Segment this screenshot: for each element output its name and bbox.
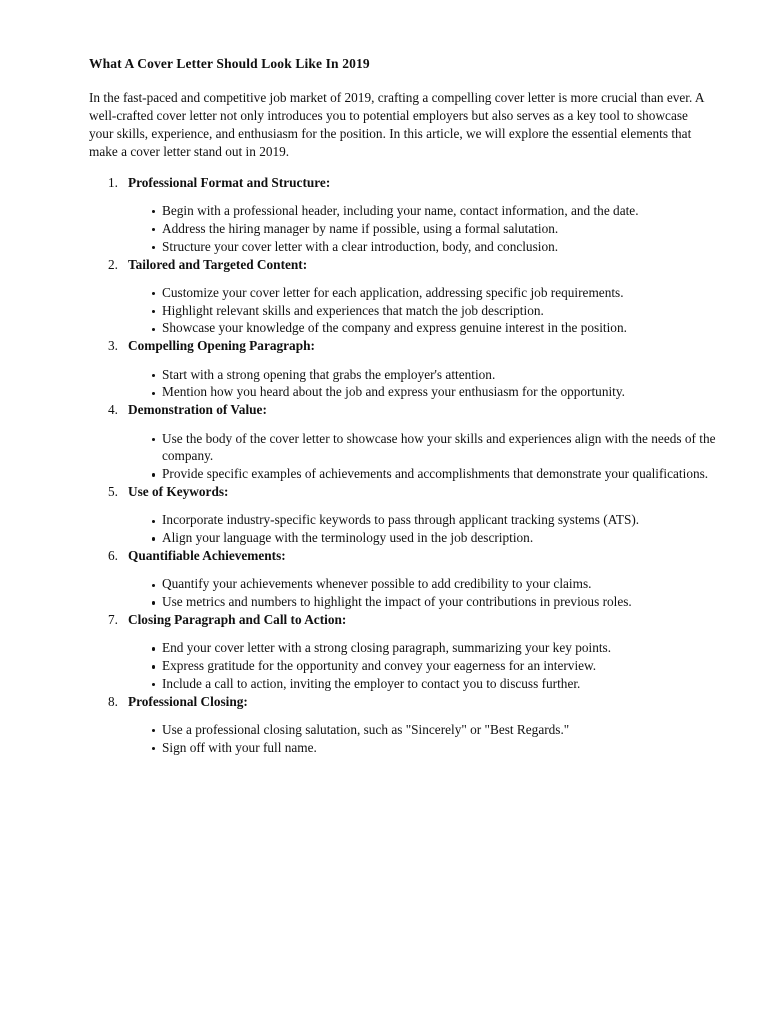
bullet-dot-icon — [152, 210, 155, 213]
bullet-text: Express gratitude for the opportunity and convey your eagerness for an interview. — [162, 658, 597, 674]
bullet-text: End your cover letter with a strong closing paragraph, summarizing your key points. — [162, 640, 612, 656]
bullet-dot-icon — [152, 228, 155, 231]
bullet-text: Incorporate industry-specific keywords to pass through applicant tracking systems (ATS). — [162, 512, 640, 528]
bullet-text: Include a call to action, inviting the employer to contact you to discuss further. — [162, 675, 581, 691]
bullet-dot-icon — [152, 747, 155, 750]
bullet-item — [128, 721, 747, 739]
section-item — [89, 256, 712, 338]
section-item — [89, 174, 712, 256]
bullet-dot-icon — [152, 520, 155, 523]
bullet-item — [128, 430, 747, 466]
bullet-text: Start with a strong opening that grabs the employer's attention. — [162, 366, 496, 382]
bullet-dot-icon — [152, 374, 155, 377]
bullet-list — [128, 501, 712, 547]
bullet-list — [128, 356, 712, 402]
bullet-text: Highlight relevant skills and experiences that match the job description. — [162, 302, 544, 318]
bullet-item — [128, 675, 747, 693]
section-item — [89, 547, 712, 611]
bullet-dot-icon — [152, 438, 155, 441]
page-title: What A Cover Letter Should Look Like In 2019 — [89, 56, 370, 71]
section-heading: Professional Closing: — [128, 693, 248, 709]
bullet-dot-icon — [152, 584, 155, 587]
bullet-dot-icon — [152, 328, 155, 331]
numbered-section-list — [89, 174, 716, 757]
bullet-dot-icon — [152, 537, 155, 540]
bullet-item — [128, 238, 747, 256]
bullet-dot-icon — [152, 601, 155, 604]
section-heading: Tailored and Targeted Content: — [128, 256, 308, 272]
bullet-dot-icon — [152, 392, 155, 395]
bullet-dot-icon — [152, 292, 155, 295]
bullet-text: Quantify your achievements whenever possible to add credibility to your claims. — [162, 576, 592, 592]
bullet-item — [128, 284, 747, 302]
bullet-text: Mention how you heard about the job and express your enthusiasm for the opportunity. — [162, 384, 625, 400]
bullet-text: Customize your cover letter for each application, addressing specific job requirements. — [162, 284, 624, 300]
intro-paragraph: In the fast-paced and competitive job market of 2019, crafting a compelling cover letter is more crucial than ever. A well-crafted cover letter not only introduces you to potential employers but also serves as a key tool to showcase your skills, experience, and enthusiasm for the position. In this article, we will explore the essential elements that make a cover letter stand out in 2019. — [89, 89, 704, 160]
bullet-item — [128, 202, 747, 220]
bullet-text: Address the hiring manager by name if possible, using a formal salutation. — [162, 220, 559, 236]
section-heading: Professional Format and Structure: — [128, 174, 331, 190]
bullet-text: Provide specific examples of achievements and accomplishments that demonstrate your qualifications. — [162, 466, 709, 482]
section-heading: Closing Paragraph and Call to Action: — [128, 612, 347, 628]
bullet-list — [128, 629, 712, 693]
bullet-item — [128, 319, 747, 337]
bullet-text: Showcase your knowledge of the company and express genuine interest in the position. — [162, 320, 627, 336]
bullet-dot-icon — [152, 647, 155, 650]
bullet-list — [128, 274, 712, 338]
bullet-item — [128, 383, 747, 401]
section-heading: Compelling Opening Paragraph: — [128, 338, 315, 354]
bullet-dot-icon — [152, 665, 155, 668]
bullet-dot-icon — [152, 683, 155, 686]
section-item — [89, 337, 712, 401]
bullet-text: Sign off with your full name. — [162, 739, 317, 755]
section-heading: Quantifiable Achievements: — [128, 548, 286, 564]
bullet-dot-icon — [152, 246, 155, 249]
section-item — [89, 611, 712, 693]
bullet-text: Use metrics and numbers to highlight the impact of your contributions in previous roles. — [162, 594, 632, 610]
bullet-item — [128, 593, 747, 611]
bullet-item — [128, 511, 747, 529]
bullet-dot-icon — [152, 310, 155, 313]
bullet-item — [128, 529, 747, 547]
bullet-text: Use a professional closing salutation, such as "Sincerely" or "Best Regards." — [162, 722, 570, 738]
section-heading: Demonstration of Value: — [128, 402, 267, 418]
bullet-dot-icon — [152, 473, 155, 476]
bullet-list — [128, 565, 712, 611]
bullet-item — [128, 575, 747, 593]
bullet-item — [128, 639, 747, 657]
bullet-text: Use the body of the cover letter to showcase how your skills and experiences align with the needs of the company. — [162, 430, 716, 464]
section-item — [89, 401, 716, 483]
bullet-text: Align your language with the terminology used in the job description. — [162, 530, 534, 546]
bullet-dot-icon — [152, 729, 155, 732]
bullet-text: Begin with a professional header, including your name, contact information, and the date. — [162, 202, 639, 218]
bullet-item — [128, 302, 747, 320]
bullet-list — [128, 711, 712, 757]
bullet-text: Structure your cover letter with a clear introduction, body, and conclusion. — [162, 238, 559, 254]
bullet-item — [128, 739, 747, 757]
section-item — [89, 483, 712, 547]
section-heading: Use of Keywords: — [128, 484, 229, 500]
section-item — [89, 693, 712, 757]
bullet-item — [128, 657, 747, 675]
bullet-list — [128, 420, 716, 484]
bullet-item — [128, 465, 747, 483]
bullet-item — [128, 366, 747, 384]
bullet-list — [128, 192, 712, 256]
bullet-item — [128, 220, 747, 238]
